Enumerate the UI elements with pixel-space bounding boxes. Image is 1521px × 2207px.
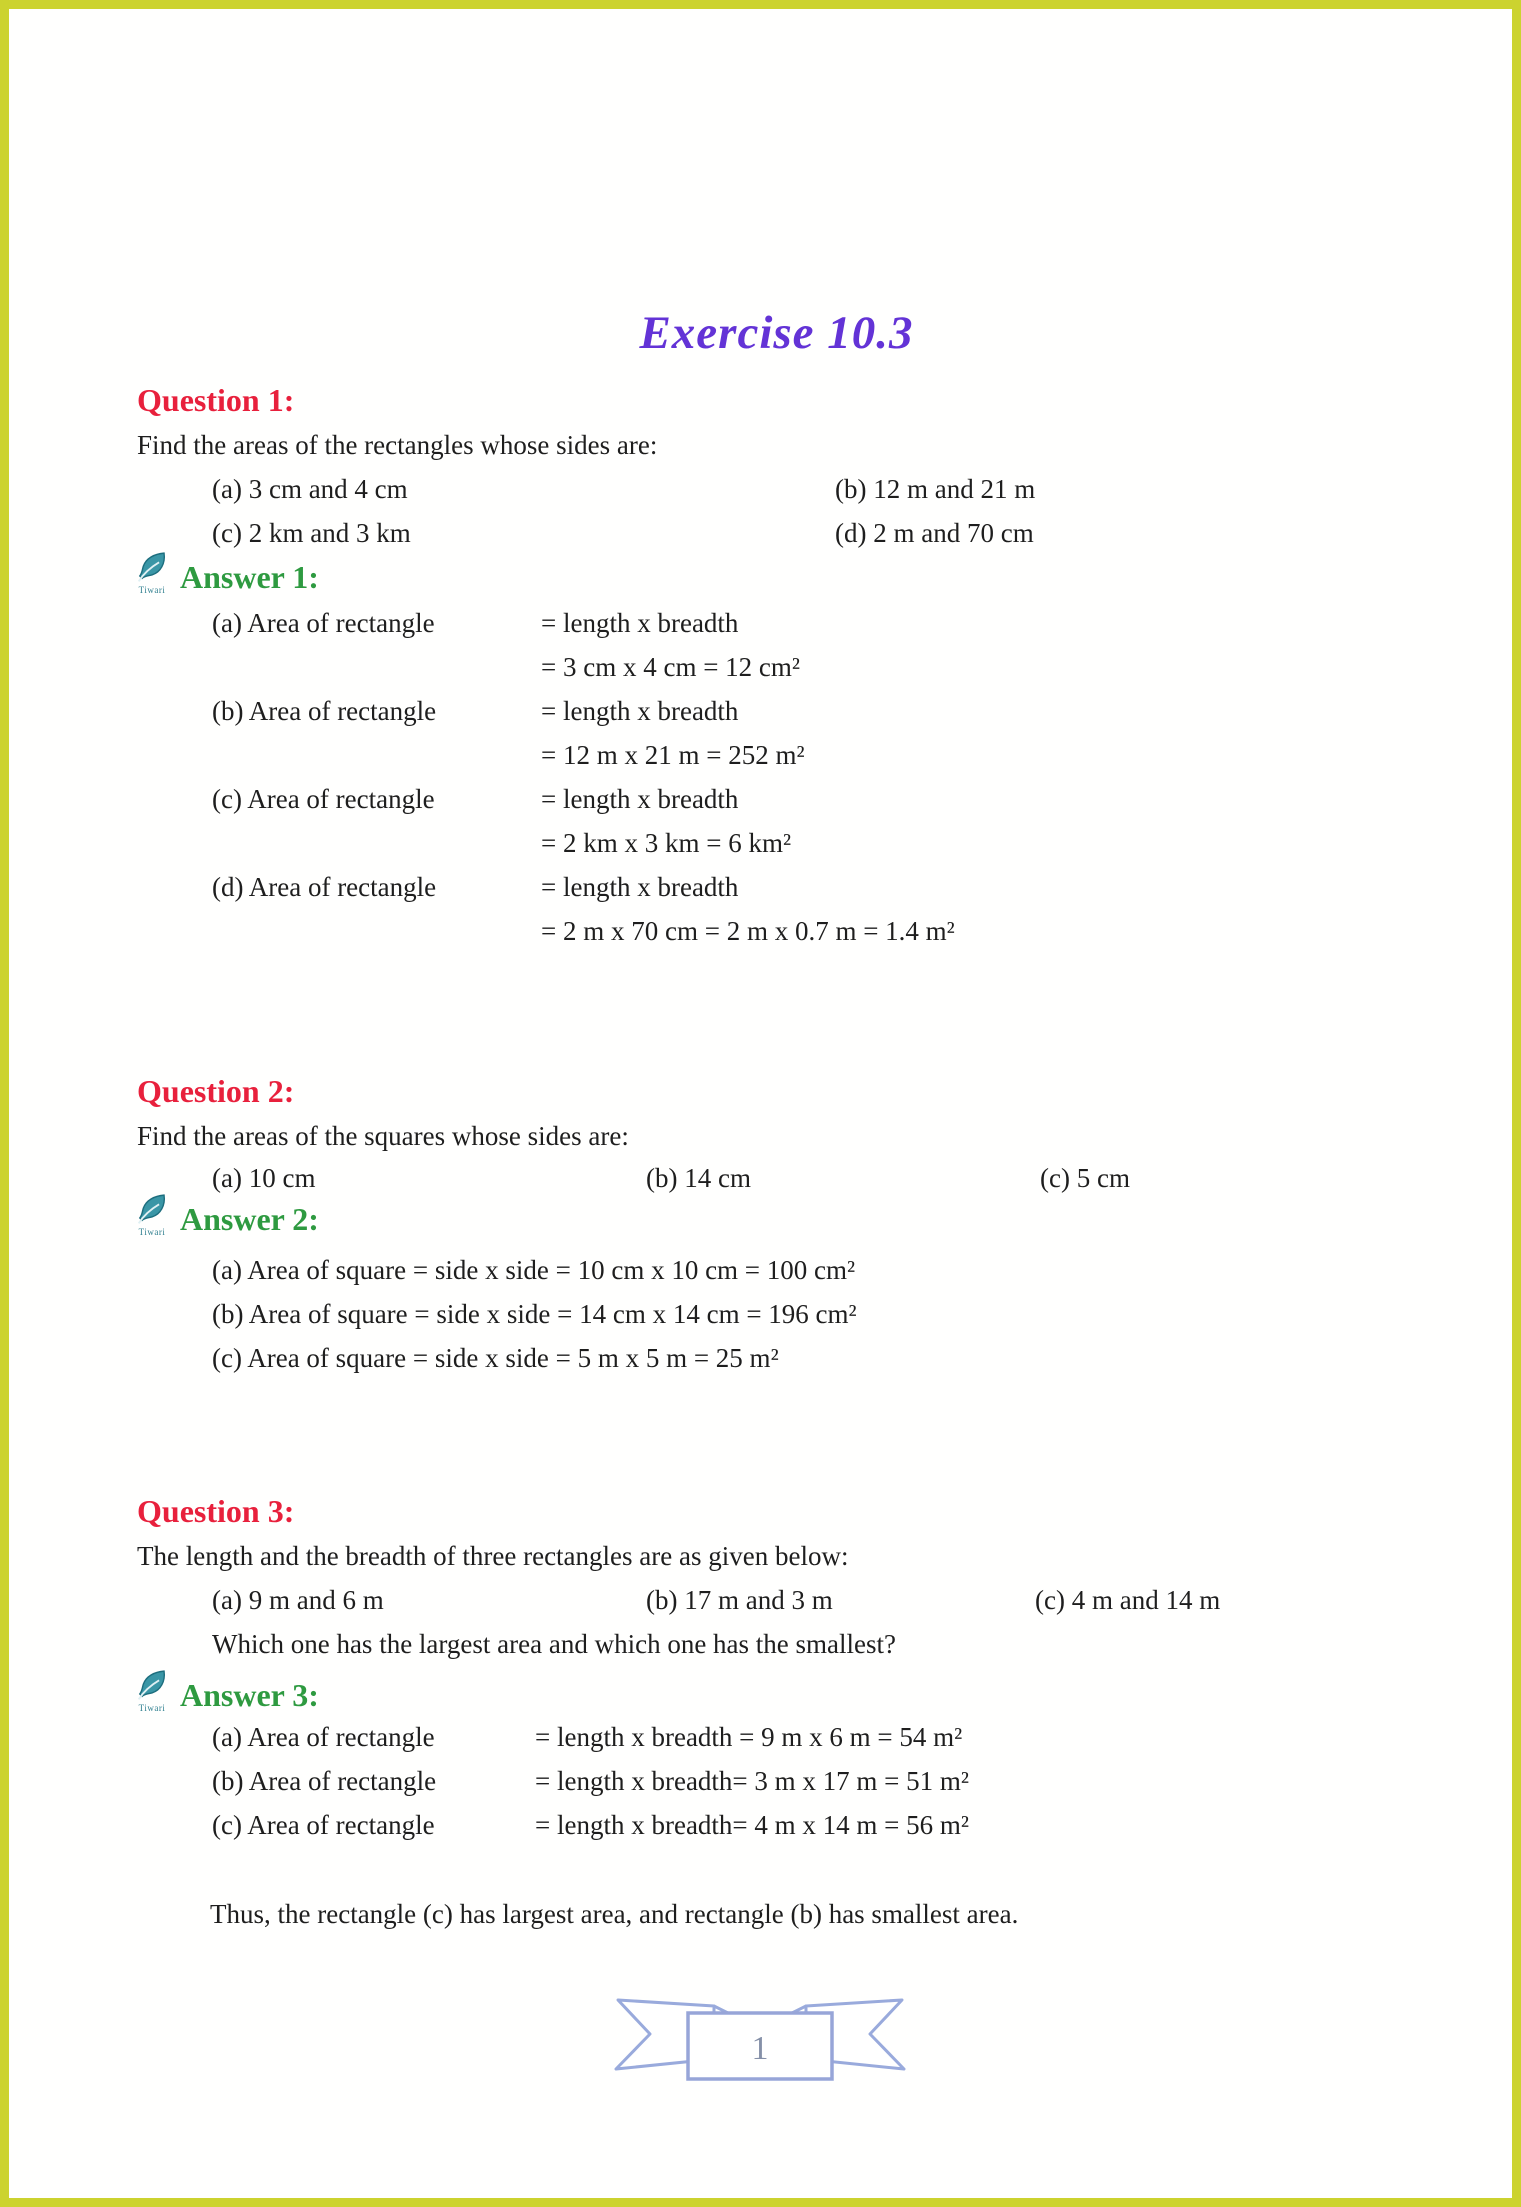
- answer-2b-line: (b) Area of square = side x side = 14 cm x 14 cm = 196 cm²: [212, 1299, 857, 1329]
- answer-3c-formula: = length x breadth= 4 m x 14 m = 56 m²: [535, 1810, 969, 1840]
- question-3-heading: Question 3:: [137, 1493, 295, 1529]
- question-1-intro: Find the areas of the rectangles whose sides are:: [137, 430, 658, 460]
- question-2-heading: Question 2:: [137, 1073, 295, 1109]
- answer-1d-result: = 2 m x 70 cm = 2 m x 0.7 m = 1.4 m²: [541, 916, 955, 946]
- answer-2a-line: (a) Area of square = side x side = 10 cm x 10 cm = 100 cm²: [212, 1255, 856, 1285]
- question-3-intro: The length and the breadth of three rectangles are as given below:: [137, 1541, 849, 1571]
- question-2-option-c: (c) 5 cm: [1040, 1163, 1130, 1193]
- question-3-option-b: (b) 17 m and 3 m: [646, 1585, 833, 1615]
- tiwari-logo-caption: Tiwari: [138, 1703, 166, 1713]
- question-1-option-d: (d) 2 m and 70 cm: [835, 518, 1034, 548]
- answer-2-heading: Answer 2:: [180, 1201, 319, 1237]
- tiwari-quill-icon: [129, 1193, 175, 1237]
- question-1-option-b: (b) 12 m and 21 m: [835, 474, 1036, 504]
- question-3-option-a: (a) 9 m and 6 m: [212, 1585, 384, 1615]
- answer-1b-result: = 12 m x 21 m = 252 m²: [541, 740, 805, 770]
- answer-1a-label: (a) Area of rectangle: [212, 608, 435, 638]
- answer-1c-result: = 2 km x 3 km = 6 km²: [541, 828, 792, 858]
- quill-feather-icon: [135, 1669, 169, 1703]
- tiwari-logo-caption: Tiwari: [138, 585, 166, 595]
- answer-1a-result: = 3 cm x 4 cm = 12 cm²: [541, 652, 801, 682]
- quill-feather-icon: [135, 551, 169, 585]
- answer-3a-formula: = length x breadth = 9 m x 6 m = 54 m²: [535, 1722, 963, 1752]
- question-1-option-c: (c) 2 km and 3 km: [212, 518, 411, 548]
- answer-3-heading: Answer 3:: [180, 1677, 319, 1713]
- answer-1c-formula: = length x breadth: [541, 784, 739, 814]
- question-2-option-b: (b) 14 cm: [646, 1163, 751, 1193]
- page-number-ribbon: [610, 1996, 910, 2092]
- page-title: Exercise 10.3: [639, 307, 914, 359]
- quill-feather-icon: [135, 1193, 169, 1227]
- answer-1a-formula: = length x breadth: [541, 608, 739, 638]
- answer-3b-formula: = length x breadth= 3 m x 17 m = 51 m²: [535, 1766, 969, 1796]
- answer-3-conclusion: Thus, the rectangle (c) has largest area, and rectangle (b) has smallest area.: [210, 1899, 1019, 1929]
- answer-1b-label: (b) Area of rectangle: [212, 696, 437, 726]
- answer-1-heading: Answer 1:: [180, 559, 319, 595]
- question-2-option-a: (a) 10 cm: [212, 1163, 316, 1193]
- question-1-heading: Question 1:: [137, 382, 295, 418]
- tiwari-quill-icon: [129, 1669, 175, 1713]
- answer-3a-label: (a) Area of rectangle: [212, 1722, 435, 1752]
- question-2-intro: Find the areas of the squares whose sides are:: [137, 1121, 629, 1151]
- tiwari-quill-icon: [129, 551, 175, 595]
- answer-1d-formula: = length x breadth: [541, 872, 739, 902]
- answer-3b-label: (b) Area of rectangle: [212, 1766, 437, 1796]
- answer-2c-line: (c) Area of square = side x side = 5 m x 5 m = 25 m²: [212, 1343, 779, 1373]
- answer-1d-label: (d) Area of rectangle: [212, 872, 437, 902]
- question-3-option-c: (c) 4 m and 14 m: [1035, 1585, 1221, 1615]
- question-1-option-a: (a) 3 cm and 4 cm: [212, 474, 408, 504]
- answer-1c-label: (c) Area of rectangle: [212, 784, 435, 814]
- answer-3c-label: (c) Area of rectangle: [212, 1810, 435, 1840]
- tiwari-logo-caption: Tiwari: [138, 1227, 166, 1237]
- answer-1b-formula: = length x breadth: [541, 696, 739, 726]
- page-number: 1: [751, 2030, 769, 2067]
- question-3-subquestion: Which one has the largest area and which one has the smallest?: [212, 1629, 897, 1659]
